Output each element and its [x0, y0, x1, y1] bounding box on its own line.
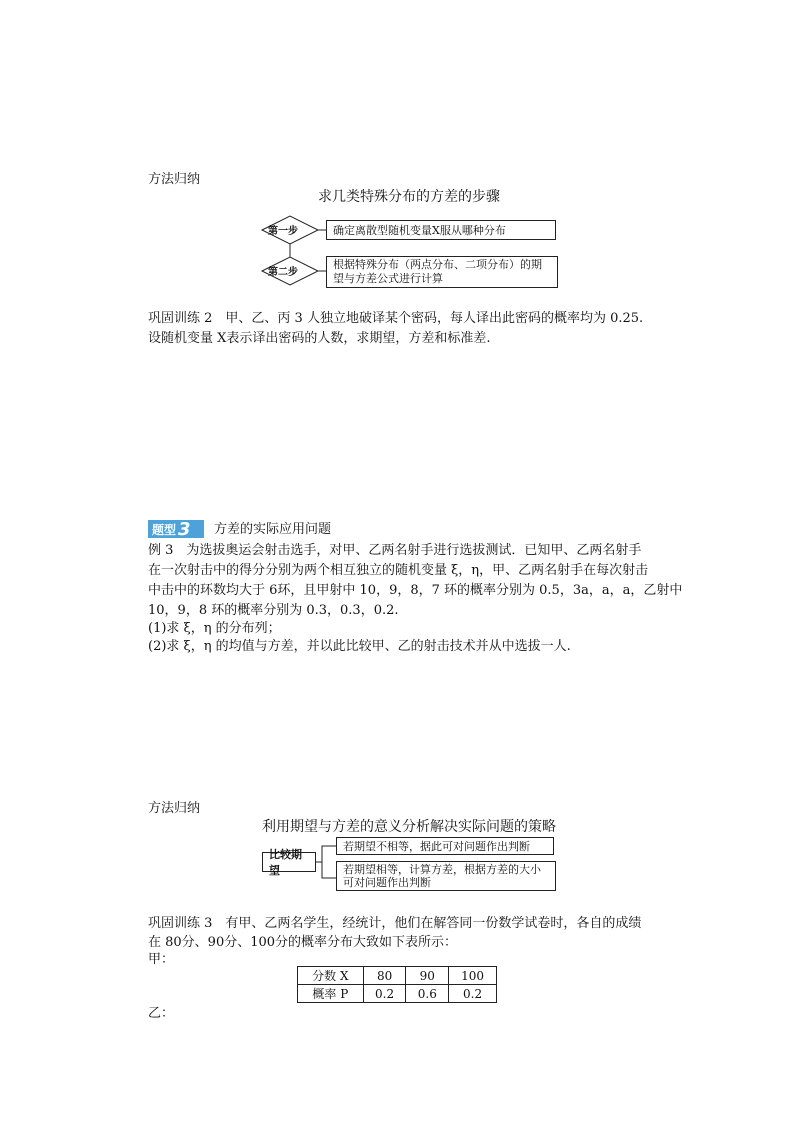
example3-line3: 中击中的环数均大于 6环，且甲射中 10，9，8，7 环的概率分别为 0.5，3a，a，a，乙射中: [148, 583, 683, 598]
table-header-probability: 概率 P: [298, 985, 364, 1003]
exercise2-line2: 设随机变量 X表示译出密码的人数，求期望，方差和标准差.: [148, 331, 491, 346]
example3-line1: 例 3 为选拔奥运会射击选手，对甲、乙两名射手进行选拔测试．已知甲、乙两名射手: [148, 543, 642, 558]
step2-label: 第二步: [268, 267, 298, 278]
distribution-table: [297, 966, 497, 1003]
branch2-text-line2: 可对问题作出判断: [343, 876, 431, 889]
diagram-title-2: 利用期望与方差的意义分析解决实际问题的策略: [262, 819, 556, 835]
table-cell: 80: [363, 967, 406, 985]
step1-text: 确定离散型随机变量X服从哪种分布: [333, 224, 506, 237]
step1-box: [326, 220, 556, 240]
exercise3-line1: 巩固训练 3 有甲、乙两名学生，经统计，他们在解答同一份数学试卷时，各自的成绩: [148, 916, 642, 931]
branch2-text-line1: 若期望相等，计算方差，根据方差的大小: [343, 863, 541, 876]
step2-text-line1: 根据特殊分布（两点分布、二项分布）的期: [333, 258, 542, 271]
student-jia-label: 甲：: [148, 952, 175, 967]
compare-expectation-label: 比较期望: [269, 848, 302, 877]
table-cell: 0.2: [363, 985, 406, 1003]
topic-title: 方差的实际应用问题: [214, 522, 332, 537]
topic-badge-label: 题型: [152, 522, 177, 537]
compare-expectation-box: [262, 848, 316, 877]
table-cell: 0.6: [406, 985, 449, 1003]
table-cell: 0.2: [449, 985, 497, 1003]
exercise3-line2: 在 80分、90分、100分的概率分布大致如下表所示：: [148, 935, 458, 950]
step2-box: [326, 256, 558, 288]
example3-question2: (2)求 ξ，η 的均值与方差，并以此比较甲、乙的射击技术并从中选拔一人.: [148, 639, 571, 654]
step1-label: 第一步: [268, 226, 298, 237]
branch1-box: [336, 837, 554, 855]
example3-line2: 在一次射击中的得分分别为两个相互独立的随机变量 ξ，η，甲、乙两名射手在每次射击: [148, 563, 649, 578]
student-yi-label: 乙：: [148, 1006, 175, 1021]
method-title-1: 方法归纳: [148, 172, 201, 187]
step2-text-line2: 望与方差公式进行计算: [333, 272, 443, 285]
table-row: [298, 967, 497, 985]
topic-badge: [148, 520, 204, 538]
example3-line4: 10，9，8 环的概率分别为 0.3，0.3，0.2.: [148, 603, 399, 618]
topic-badge-number: 3: [178, 518, 191, 540]
table-cell: 90: [406, 967, 449, 985]
example3-question1: (1)求 ξ，η 的分布列；: [148, 621, 281, 636]
branch1-text: 若期望不相等，据此可对问题作出判断: [343, 840, 530, 853]
table-row: [298, 985, 497, 1003]
table-cell: 100: [449, 967, 497, 985]
method-title-2: 方法归纳: [148, 801, 201, 816]
branch2-box: [336, 861, 556, 891]
table-header-score: 分数 X: [298, 967, 364, 985]
diagram-title-1: 求几类特殊分布的方差的步骤: [318, 189, 500, 205]
exercise2-line1: 巩固训练 2 甲、乙、丙 3 人独立地破译某个密码，每人译出此密码的概率均为 0.25.: [148, 311, 644, 326]
